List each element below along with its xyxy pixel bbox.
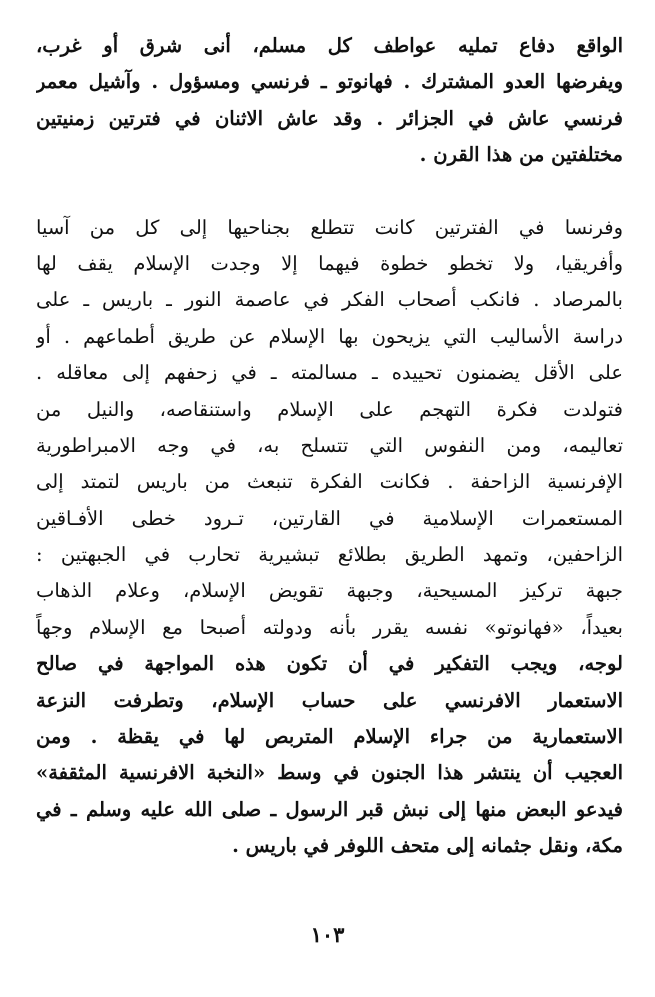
text-line: على الأقل يضمنون تحييده ـ مسالمته ـ في زحفهم إلى معاقله . — [36, 361, 623, 385]
text-line: الواقع دفاع تمليه عواطف كل مسلم، أنى شرق أو غرب، — [36, 34, 623, 57]
text-line: بالمرصاد . فانكب أصحاب الفكر في عاصمة النور ـ باريس ـ على — [36, 288, 623, 312]
paragraph-gap — [36, 174, 623, 210]
text-line: الاستعمارية من جراء الإسلام المتربص لها في يقظة . ومن — [36, 725, 623, 749]
paragraph-1 — [36, 28, 623, 174]
text-line: فرنسي عاش في الجزائر . وقد عاش الاثنان في فترتين زمنيتين — [36, 106, 623, 130]
text-line: مختلفتين من هذا القرن . — [419, 143, 623, 167]
text-line: فيدعو البعض منها إلى نبش قبر الرسول ـ صلى الله عليه وسلم ـ في — [36, 797, 623, 821]
text-line: لوجه، ويجب التفكير في أن تكون هذه المواجهة في صالح — [36, 652, 623, 676]
paragraph-2 — [36, 210, 623, 865]
page-number: ١٠٣ — [310, 922, 345, 947]
text-line: الإفرنسية الزاحفة . فكانت الفكرة تنبعث من باريس لتمتد إلى — [36, 470, 623, 494]
text-line: تعاليمه، ومن النفوس التي تتسلح به، في وجه الامبراطورية — [36, 433, 623, 457]
page-body — [36, 28, 623, 978]
text-line: بعيداً، «فهانوتو» نفسه يقرر بأنه ودولته أصبحا مع الإسلام وجهاً — [36, 615, 623, 639]
text-line: العجيب أن ينتشر هذا الجنون في وسط «النخبة الافرنسية المثقفة» — [36, 761, 623, 785]
text-line: مكة، ونقل جثمانه إلى متحف اللوفر في باريس . — [232, 834, 623, 858]
text-line: الزاحفين، وتمهد الطريق بطلائع تبشيرية تحارب في الجبهتين : — [36, 543, 623, 567]
text-line: المستعمرات الإسلامية في القارتين، تـرود خطى الأفـاقين — [36, 506, 623, 530]
text-line: فتولدت فكرة التهجم على الإسلام واستنقاصه، والنيل من — [36, 397, 623, 421]
text-line: وفرنسا في الفترتين كانت تتطلع بجناحيها إلى كل من آسيا — [36, 215, 623, 239]
text-line: وأفريقيا، ولا تخطو خطوة فيهما إلا وجدت الإسلام يقف لها — [36, 251, 623, 275]
text-line: الاستعمار الافرنسي على حساب الإسلام، وتطرفت النزعة — [36, 688, 623, 712]
text-line: جبهة تركيز المسيحية، وجبهة تقويض الإسلام، وعلام الذهاب — [36, 579, 623, 603]
text-line: دراسة الأساليب التي يزيحون بها الإسلام عن طريق أطماعهم . أو — [36, 324, 623, 348]
text-line: ويفرضها العدو المشترك . فهانوتو ـ فرنسي ومسؤول . وآشيل معمر — [36, 70, 623, 94]
